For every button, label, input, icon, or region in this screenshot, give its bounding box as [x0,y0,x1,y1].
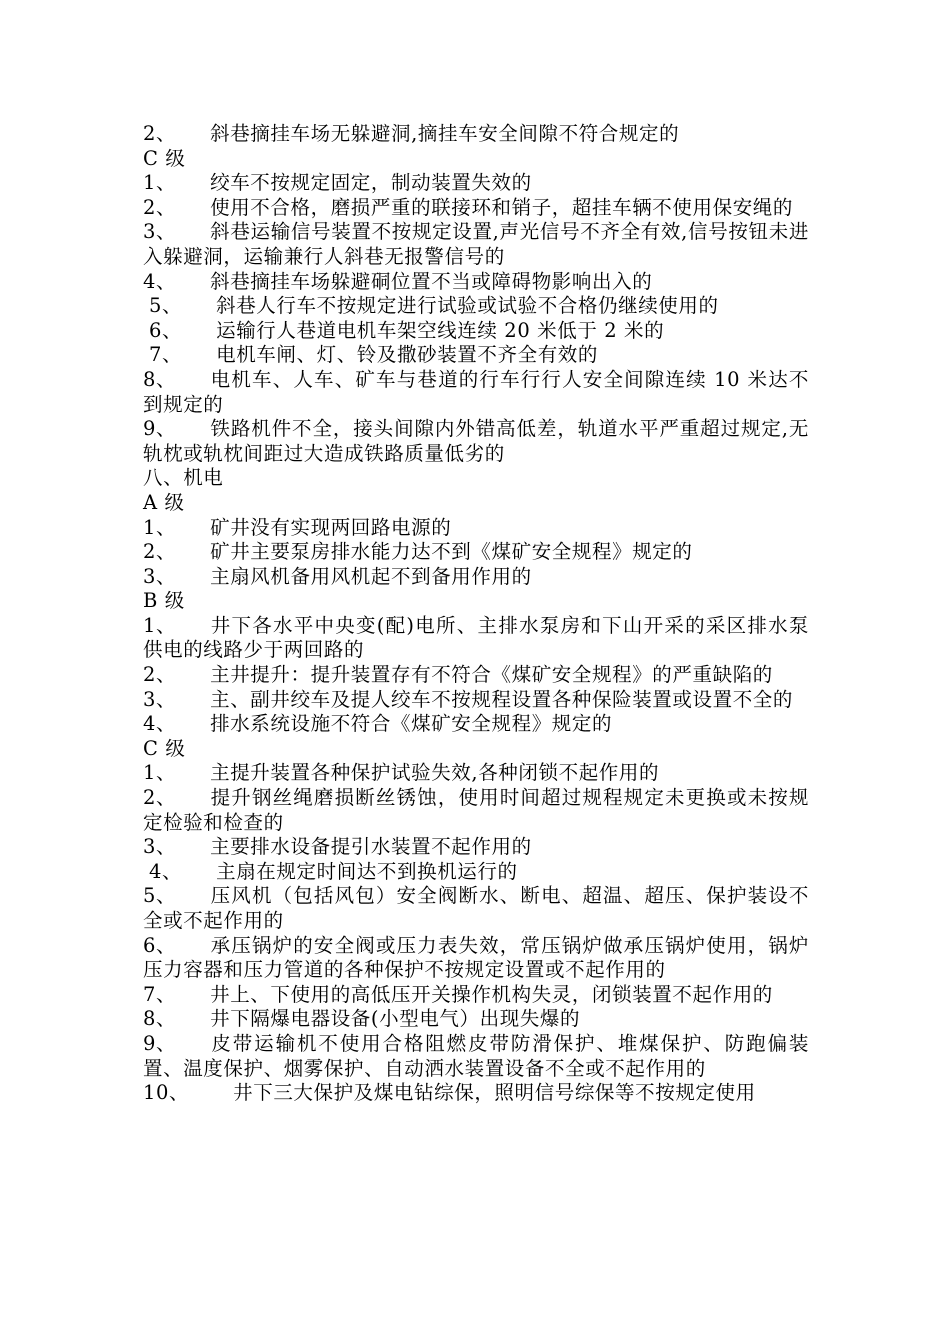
list-item [143,171,809,196]
list-item [143,368,809,417]
list-item-number: 3、 [143,835,177,859]
list-item-text: 主要排水设备提引水装置不起作用的 [210,835,532,859]
section-heading: 八、机电 [143,466,224,490]
list-item [143,614,809,663]
section-heading: C 级 [143,146,186,170]
list-item-number: 8、 [143,1007,177,1031]
list-item-text: 承压锅炉的安全阀或压力表失效，常压锅炉做承压锅炉使用，锅炉压力容器和压力管道的各种保护不按规定设置或不起作用的 [143,933,809,982]
list-item [143,1007,809,1032]
list-item [143,786,809,835]
list-item-text: 矿井主要泵房排水能力达不到《煤矿安全规程》规定的 [210,540,693,564]
section-heading: A 级 [143,490,185,514]
list-item-text: 主扇风机备用风机起不到备用作用的 [210,564,532,588]
list-item [143,417,809,466]
list-item-number: 1、 [143,515,177,539]
list-item [143,294,809,319]
list-item-number: 5、 [143,884,177,908]
list-item-number: 1、 [143,171,177,195]
list-item-text: 主、副井绞车及提人绞车不按规程设置各种保险装置或设置不全的 [210,687,794,711]
list-item-number: 6、 [143,933,177,957]
list-item-number: 1、 [143,761,177,785]
list-item-text: 斜巷摘挂车场无躲避洞,摘挂车安全间隙不符合规定的 [210,122,680,145]
list-item-text: 井下三大保护及煤电钻综保，照明信号综保等不按规定使用 [233,1081,756,1105]
list-item-text: 主提升装置各种保护试验失效,各种闭锁不起作用的 [210,761,660,785]
list-item [143,663,809,688]
list-item [143,1081,809,1106]
list-item-number: 3、 [143,687,177,711]
list-item-text: 主井提升：提升装置存有不符合《煤矿安全规程》的严重缺陷的 [210,663,773,687]
list-item-text: 皮带运输机不使用合格阻燃皮带防滑保护、堆煤保护、防跑偏装置、温度保护、烟雾保护、自动洒水装置设备不全或不起作用的 [143,1031,809,1080]
list-item-number: 5、 [149,294,183,318]
list-item [143,712,809,737]
list-item [143,343,809,368]
list-item [143,1032,809,1081]
list-item-text: 运输行人巷道电机车架空线连续 20 米低于 2 米的 [216,318,665,342]
list-item-text: 斜巷摘挂车场躲避硐位置不当或障碍物影响出入的 [210,269,653,293]
list-item-number: 9、 [143,417,177,441]
list-item-text: 电机车闸、灯、铃及撒砂装置不齐全有效的 [216,343,599,367]
list-item [143,934,809,983]
list-item-number: 4、 [143,712,177,736]
list-item-number: 10、 [143,1081,190,1105]
list-item-number: 6、 [149,318,183,342]
list-item [143,983,809,1008]
list-item-text: 矿井没有实现两回路电源的 [210,515,452,539]
list-item-text: 井下各水平中央变(配)电所、主排水泵房和下山开采的采区排水泵供电的线路少于两回路的 [143,613,809,662]
list-item-text: 绞车不按规定固定，制动装置失效的 [210,171,532,195]
list-item-number: 9、 [143,1031,177,1055]
list-item-number: 8、 [143,367,177,391]
list-item [143,540,809,565]
list-item-text: 主扇在规定时间达不到换机运行的 [216,859,518,883]
section-heading: B 级 [143,589,185,613]
list-item-number: 2、 [143,540,177,564]
list-item-text: 使用不合格，磨损严重的联接环和销子，超挂车辆不使用保安绳的 [210,195,794,219]
list-item [143,860,809,885]
list-item-number: 2、 [143,195,177,219]
list-item [143,835,809,860]
list-item-text: 提升钢丝绳磨损断丝锈蚀，使用时间超过规程规定未更换或未按规定检验和检查的 [143,786,809,834]
list-item-text: 井上、下使用的高低压开关操作机构失灵，闭锁装置不起作用的 [210,982,773,1006]
list-item-text: 压风机（包括风包）安全阀断水、断电、超温、超压、保护装设不全或不起作用的 [143,884,809,932]
list-item-text: 井下隔爆电器设备(小型电气）出现失爆的 [210,1007,581,1031]
list-item-text: 斜巷人行车不按规定进行试验或试验不合格仍继续使用的 [216,294,719,318]
document-body [143,122,809,1106]
list-item-text: 电机车、人车、矿车与巷道的行车行行人安全间隙连续 10 米达不到规定的 [143,367,809,416]
list-item [143,196,809,221]
list-item-number: 7、 [149,343,183,367]
list-item [143,565,809,590]
list-item-text: 斜巷运输信号装置不按规定设置,声光信号不齐全有效,信号按钮未进入躲避洞，运输兼行人斜巷无报警信号的 [143,220,809,268]
list-item [143,122,809,147]
list-item [143,884,809,933]
list-item [143,270,809,295]
list-item-number: 7、 [143,982,177,1006]
list-item-number: 2、 [143,663,177,687]
list-item [143,761,809,786]
list-item-number: 3、 [143,564,177,588]
list-item-number: 1、 [143,613,177,637]
list-item [143,688,809,713]
list-item-number: 4、 [143,269,177,293]
list-item-text: 排水系统设施不符合《煤矿安全规程》规定的 [210,712,613,736]
list-item [143,516,809,541]
list-item-number: 4、 [149,859,183,883]
list-item-number: 3、 [143,220,177,244]
list-item [143,319,809,344]
section-heading: C 级 [143,736,186,760]
list-item-text: 铁路机件不全，接头间隙内外错高低差，轨道水平严重超过规定,无轨枕或轨枕间距过大造成铁路质量低劣的 [143,417,809,465]
list-item-number: 2、 [143,786,177,810]
list-item-number: 2、 [143,122,177,145]
list-item [143,220,809,269]
